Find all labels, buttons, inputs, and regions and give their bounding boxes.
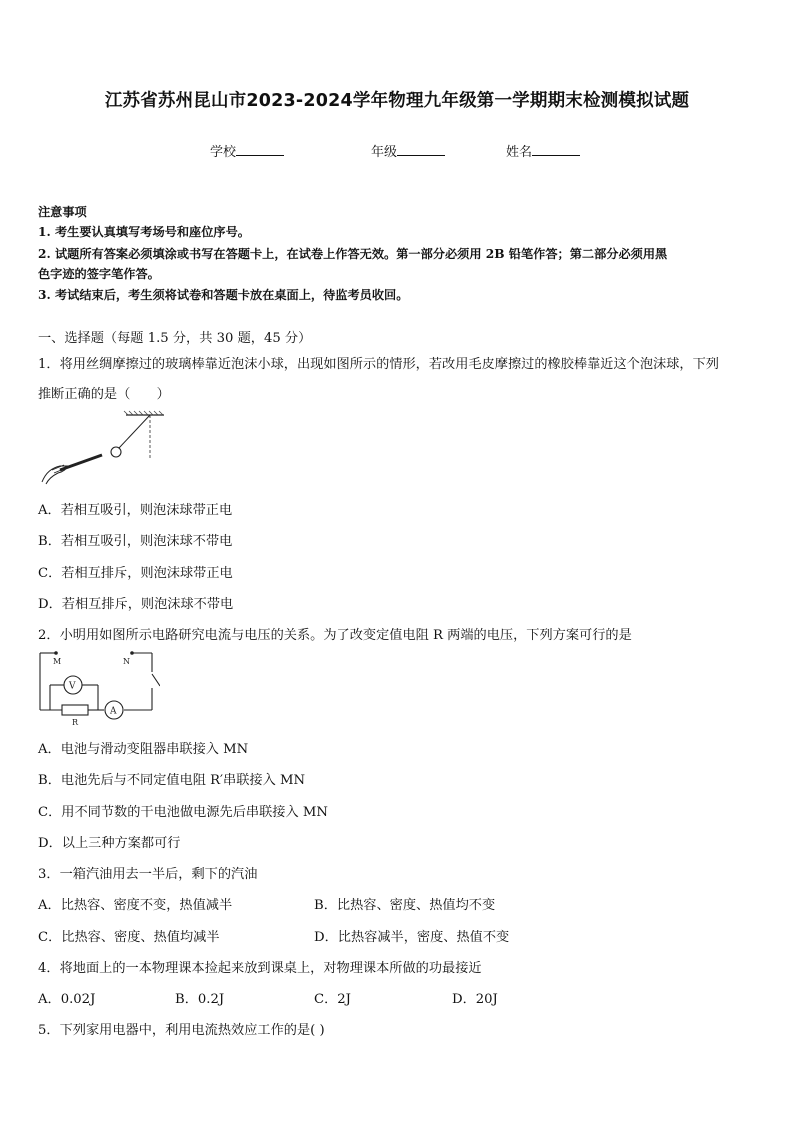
q1-stem: 1．将用丝绸摩擦过的玻璃棒靠近泡沫小球，出现如图所示的情形，若改用毛皮摩擦过的橡胶棒靠近这个泡沫球，下列 [38, 357, 719, 372]
ammeter-label: A [110, 706, 117, 717]
q3-option-c[interactable]: C．比热容、密度、热值均减半 [38, 930, 220, 945]
q2-option-a[interactable]: A．电池与滑动变阻器串联接入 MN [38, 742, 249, 757]
notice-item-2: 2. 试题所有答案必须填涂或书写在答题卡上，在试卷上作答无效。第一部分必须用 2B 铅笔作答；第二部分必须用黑 [38, 247, 668, 261]
q3-option-b[interactable]: B．比热容、密度、热值均不变 [314, 898, 496, 913]
page-title: 江苏省苏州昆山市2023-2024学年物理九年级第一学期期末检测模拟试题 [104, 91, 690, 111]
school-field[interactable] [210, 141, 284, 160]
school-label: 学校 [210, 145, 237, 160]
notice-heading: 注意事项 [38, 205, 87, 219]
q3-option-a[interactable]: A．比热容、密度不变，热值减半 [38, 898, 233, 913]
notice-item-1: 1. 考生要认真填写考场号和座位序号。 [38, 225, 250, 239]
q2-option-b[interactable]: B．电池先后与不同定值电阻 R′串联接入 MN [38, 773, 306, 788]
q4-option-a[interactable]: A．0.02J [38, 992, 96, 1007]
q1-stem-cont: 推断正确的是（ ） [38, 387, 170, 402]
q1-figure [38, 410, 168, 488]
q1-option-a[interactable]: A．若相互吸引，则泡沫球带正电 [38, 503, 233, 518]
q2-option-c[interactable]: C．用不同节数的干电池做电源先后串联接入 MN [38, 805, 328, 820]
q1-option-d[interactable]: D．若相互排斥，则泡沫球不带电 [38, 597, 234, 612]
q1-option-c[interactable]: C．若相互排斥，则泡沫球带正电 [38, 566, 233, 581]
notice-item-2-cont: 色字迹的签字笔作答。 [38, 267, 160, 281]
q2-stem: 2．小明用如图所示电路研究电流与电压的关系。为了改变定值电阻 R 两端的电压，下列方案可行的是 [38, 628, 632, 643]
q3-option-d[interactable]: D．比热容减半，密度、热值不变 [314, 930, 510, 945]
voltmeter-label: V [69, 681, 76, 692]
q2-option-d[interactable]: D．以上三种方案都可行 [38, 836, 181, 851]
q5-stem: 5．下列家用电器中，利用电流热效应工作的是( ) [38, 1023, 325, 1038]
q4-option-c[interactable]: C．2J [314, 992, 351, 1007]
q2-circuit-diagram [36, 650, 160, 726]
resistor-label: R [72, 718, 79, 726]
label-n: N [123, 657, 130, 666]
grade-field[interactable] [371, 141, 445, 160]
q1-option-b[interactable]: B．若相互吸引，则泡沫球不带电 [38, 534, 233, 549]
name-blank[interactable] [532, 143, 580, 156]
name-field[interactable] [506, 141, 580, 160]
label-m: M [53, 657, 62, 666]
school-blank[interactable] [236, 143, 284, 156]
q4-option-b[interactable]: B．0.2J [175, 992, 225, 1007]
grade-blank[interactable] [397, 143, 445, 156]
section-heading: 一、选择题（每题 1.5 分，共 30 题，45 分） [38, 331, 312, 346]
notice-item-3: 3. 考试结束后，考生须将试卷和答题卡放在桌面上，待监考员收回。 [38, 288, 409, 302]
q4-option-d[interactable]: D．20J [452, 992, 498, 1007]
q4-stem: 4．将地面上的一本物理课本捡起来放到课桌上，对物理课本所做的功最接近 [38, 961, 482, 976]
name-label: 姓名 [506, 145, 533, 160]
grade-label: 年级 [371, 145, 398, 160]
q3-stem: 3．一箱汽油用去一半后，剩下的汽油 [38, 867, 258, 882]
